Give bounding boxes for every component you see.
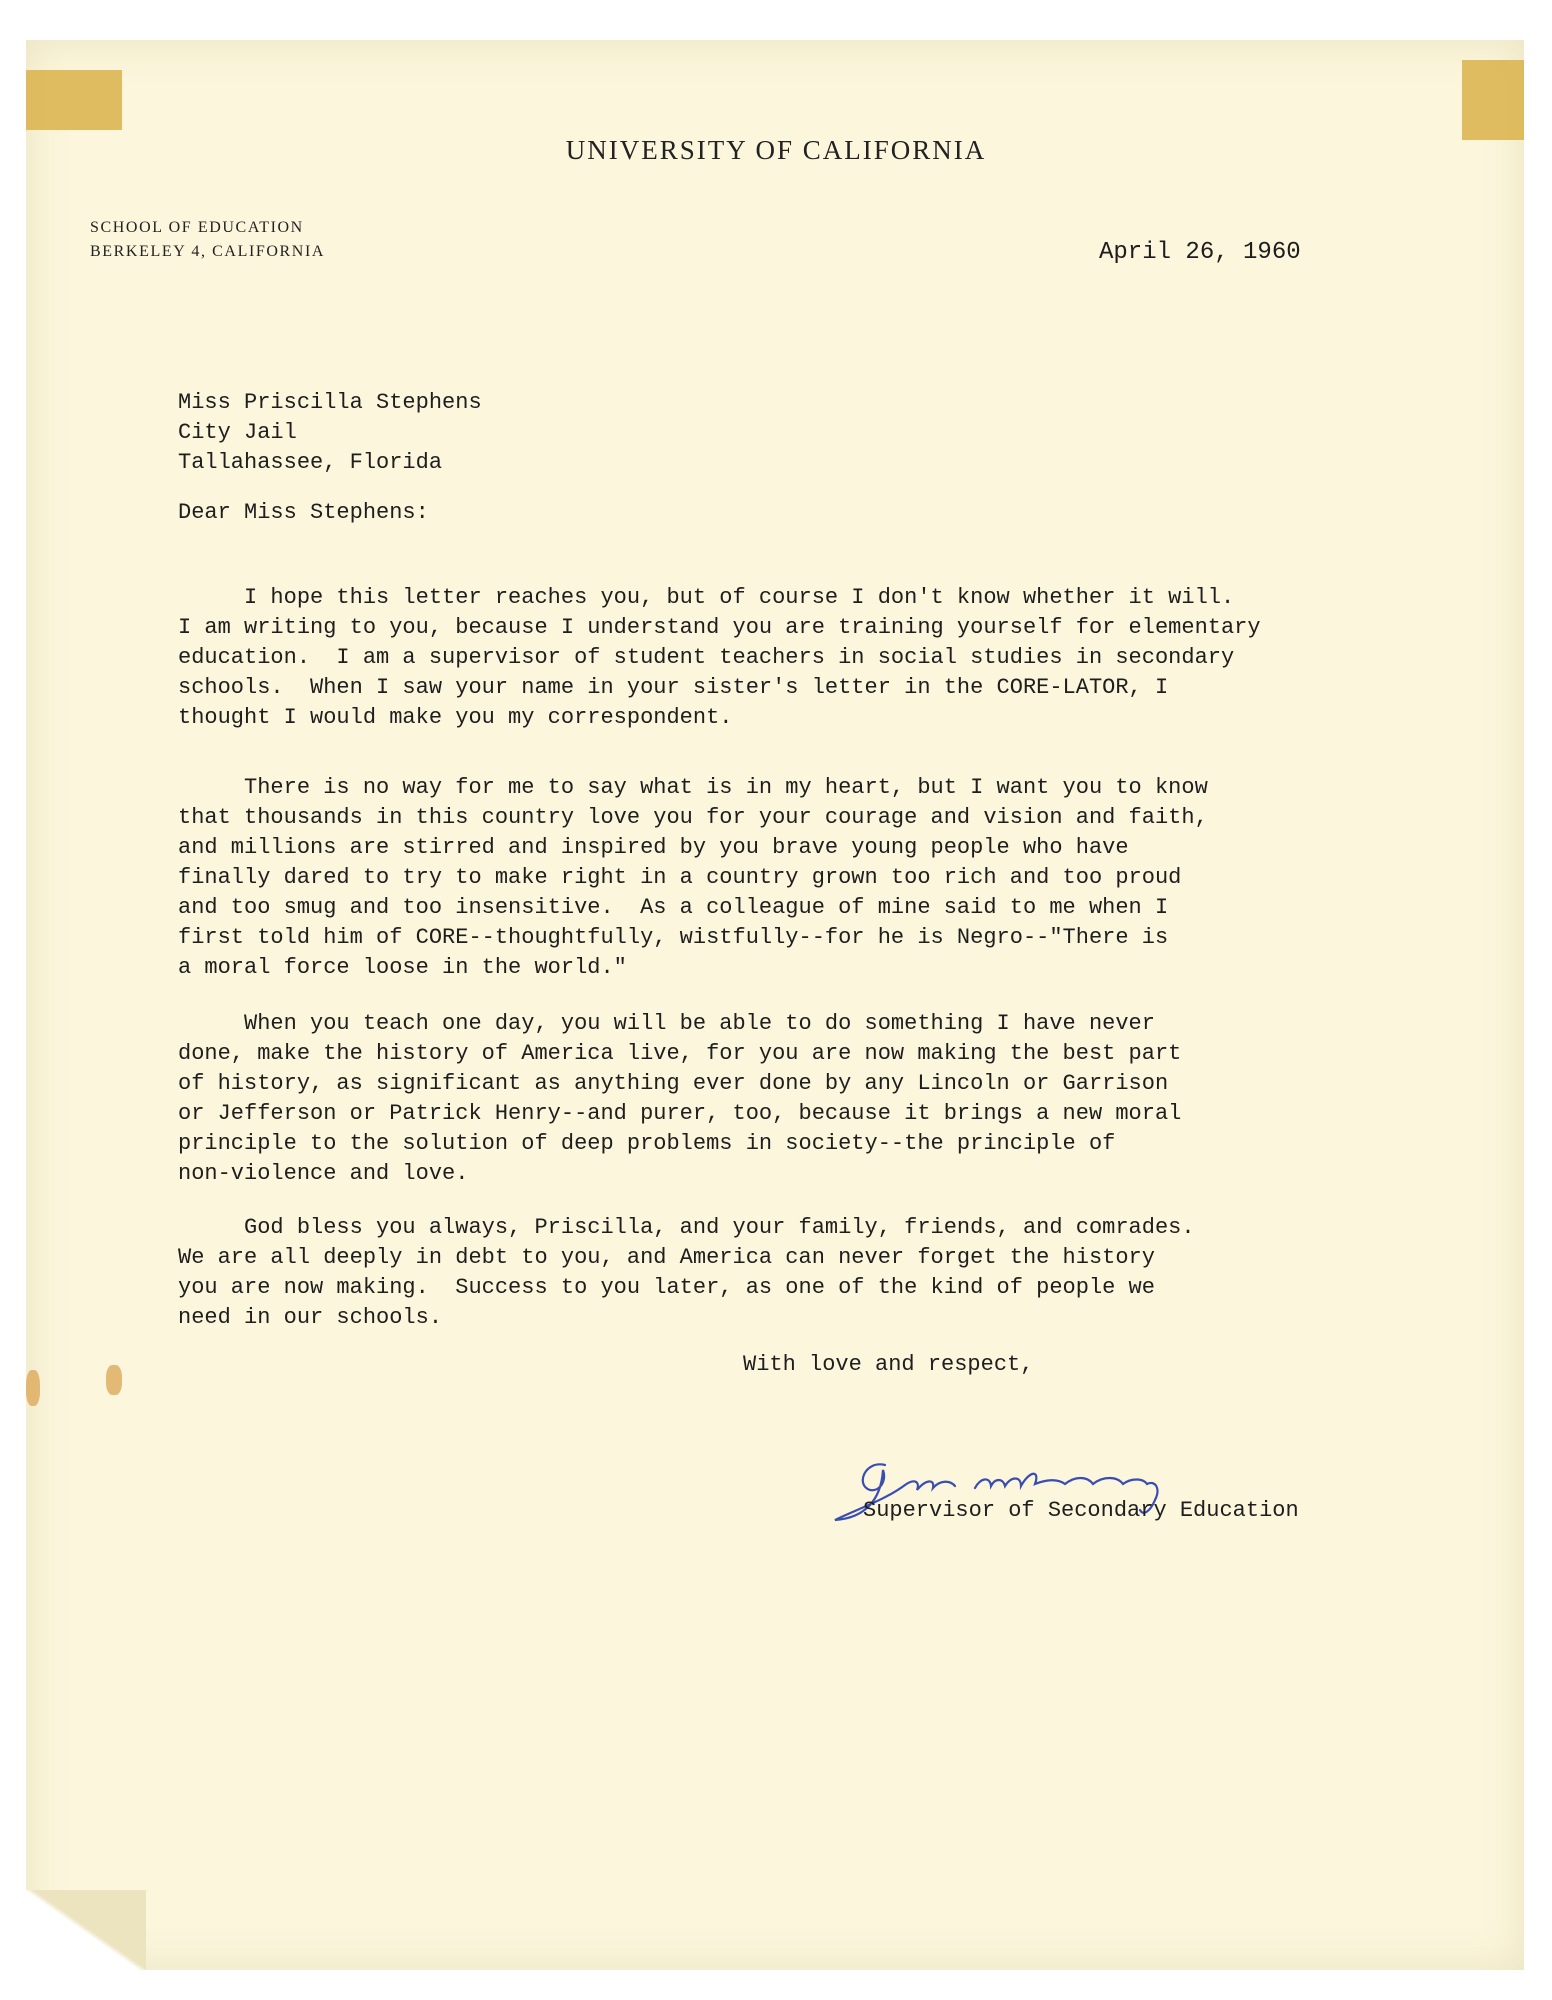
body-line: There is no way for me to say what is in my heart, but I want you to know (178, 775, 1208, 800)
body-line: God bless you always, Priscilla, and your family, friends, and comrades. (178, 1215, 1195, 1240)
body-line: When you teach one day, you will be able to do something I have never (178, 1011, 1155, 1036)
salutation: Dear Miss Stephens: (178, 500, 429, 525)
body-line: and millions are stirred and inspired by you brave young people who have (178, 835, 1129, 860)
body-line: that thousands in this country love you for your courage and vision and faith, (178, 805, 1208, 830)
body-line: or Jefferson or Patrick Henry--and purer, too, because it brings a new moral (178, 1101, 1182, 1126)
signer-title: Supervisor of Secondary Education (863, 1498, 1299, 1523)
tape-mark (1462, 60, 1524, 140)
folded-corner (26, 1890, 146, 1970)
closing: With love and respect, (743, 1352, 1034, 1377)
body-line: first told him of CORE--thoughtfully, wistfully--for he is Negro--"There is (178, 925, 1169, 950)
stain-mark (26, 1370, 40, 1406)
body-line: schools. When I saw your name in your sister's letter in the CORE-LATOR, I (178, 675, 1169, 700)
body-line: non-violence and love. (178, 1161, 469, 1186)
stain-mark (106, 1365, 122, 1395)
letter-date: April 26, 1960 (1099, 239, 1301, 266)
body-line: and too smug and too insensitive. As a colleague of mine said to me when I (178, 895, 1169, 920)
letter-page (26, 40, 1524, 1970)
body-line: of history, as significant as anything ever done by any Lincoln or Garrison (178, 1071, 1169, 1096)
body-paragraph (178, 583, 1261, 733)
body-line: a moral force loose in the world." (178, 955, 627, 980)
recipient-address (178, 388, 482, 478)
letterhead-location: BERKELEY 4, CALIFORNIA (90, 243, 326, 260)
body-paragraph (178, 1213, 1195, 1333)
body-line: education. I am a supervisor of student teachers in social studies in secondary (178, 645, 1235, 670)
body-line: done, make the history of America live, for you are now making the best part (178, 1041, 1182, 1066)
body-paragraph (178, 773, 1208, 983)
body-line: you are now making. Success to you later, as one of the kind of people we (178, 1275, 1155, 1300)
body-line: need in our schools. (178, 1305, 443, 1330)
body-line: finally dared to try to make right in a country grown too rich and too proud (178, 865, 1182, 890)
tape-mark (26, 70, 122, 130)
body-line: I am writing to you, because I understand you are training yourself for elementary (178, 615, 1261, 640)
letterhead-school (90, 216, 325, 264)
body-paragraph (178, 1009, 1181, 1189)
body-line: principle to the solution of deep problems in society--the principle of (178, 1131, 1116, 1156)
recipient-name: Miss Priscilla Stephens (178, 390, 482, 415)
recipient-line: City Jail (178, 420, 297, 445)
body-line: thought I would make you my correspondent. (178, 705, 733, 730)
body-line: We are all deeply in debt to you, and America can never forget the history (178, 1245, 1155, 1270)
letterhead-department: SCHOOL OF EDUCATION (90, 219, 304, 236)
letterhead-institution: UNIVERSITY OF CALIFORNIA (565, 135, 987, 165)
body-line: I hope this letter reaches you, but of course I don't know whether it will. (178, 585, 1235, 610)
recipient-line: Tallahassee, Florida (178, 450, 443, 475)
